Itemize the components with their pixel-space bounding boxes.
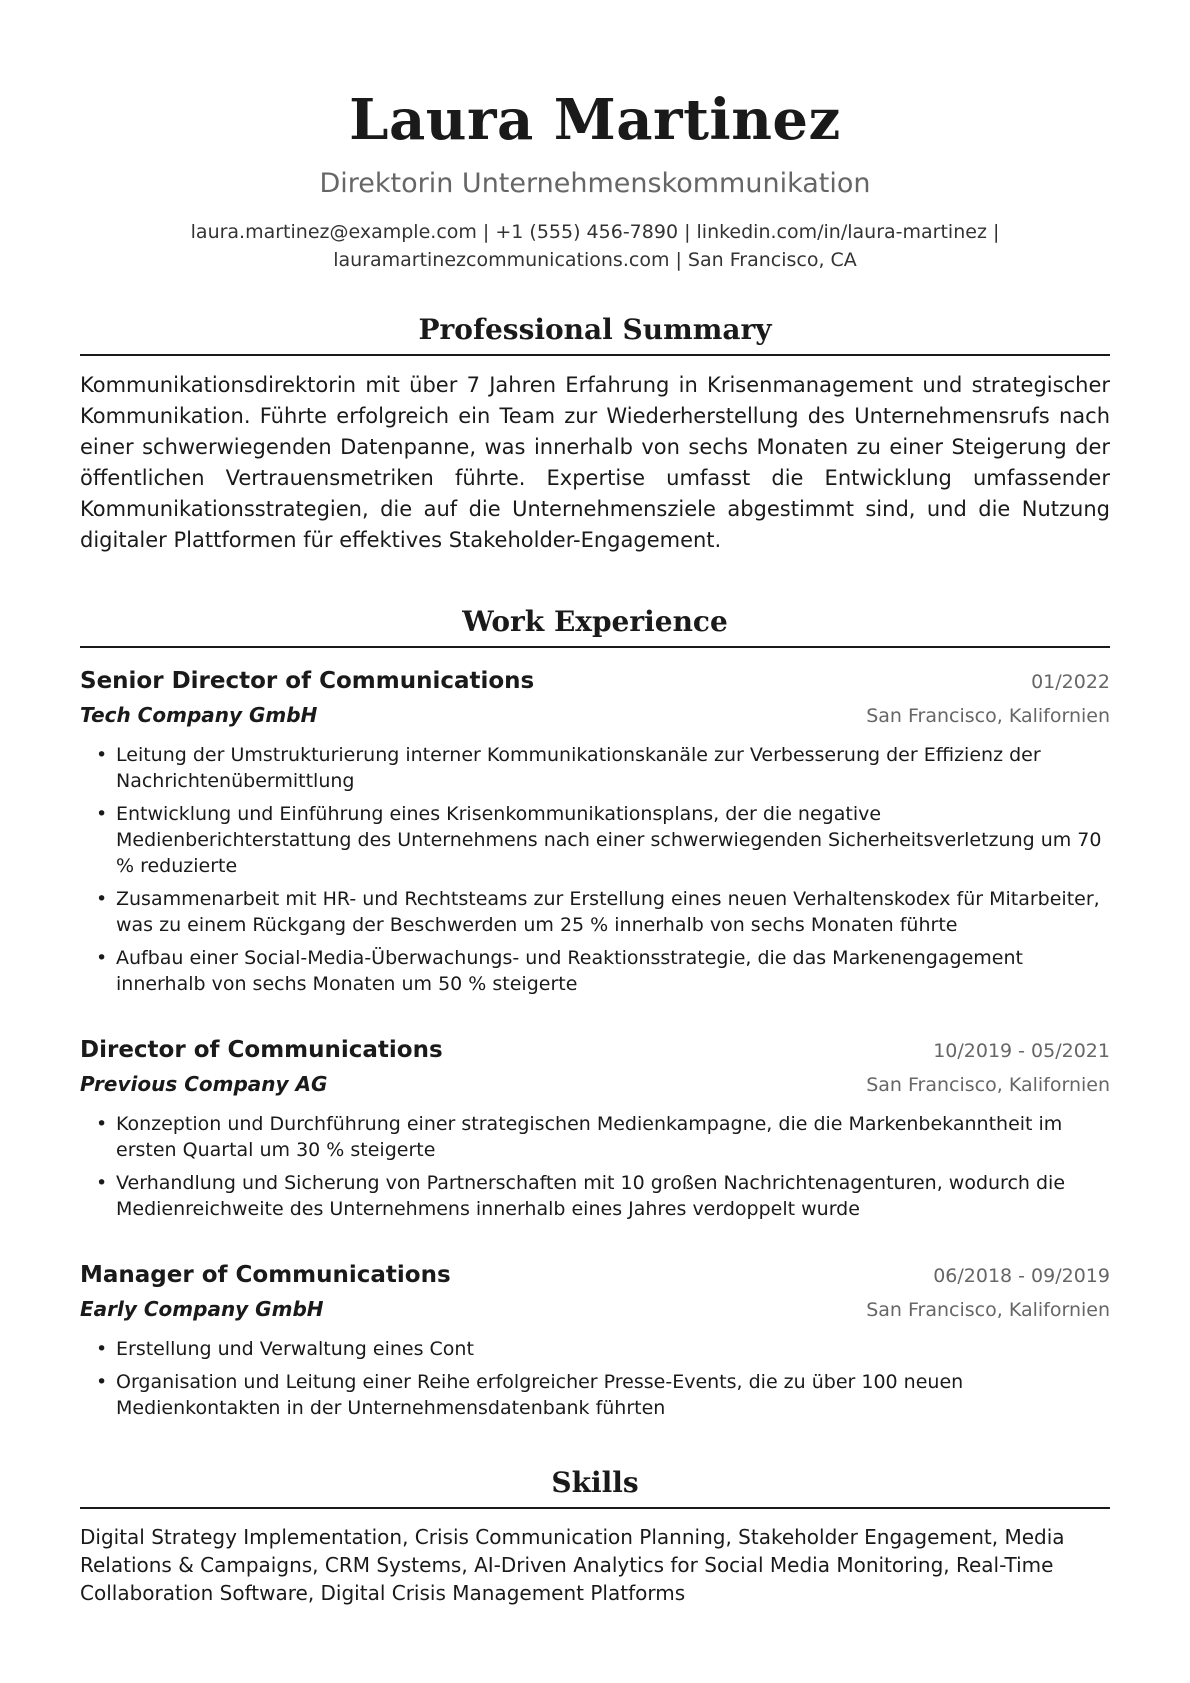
section-title: Skills (80, 1465, 1110, 1509)
job-header-row (80, 1033, 1110, 1067)
job-company: Previous Company AG (80, 1072, 328, 1096)
job-dates: 01/2022 (1031, 671, 1110, 693)
job-title: Director of Communications (80, 1037, 443, 1063)
list-item: • Organisation und Leitung einer Reihe erfolgreicher Presse-Events, die zu über 100 neuen Medienkontakten in der Unternehmensdatenbank führten (116, 1369, 1110, 1421)
candidate-role: Direktorin Unternehmenskommunikation (319, 168, 871, 199)
job-bullets (80, 742, 1110, 997)
list-item: • Aufbau einer Social-Media-Überwachungs- und Reaktionsstrategie, die das Markenengagement innerhalb von sechs Monaten um 50 % steigerte (116, 945, 1110, 997)
job-bullets (80, 1111, 1110, 1222)
job-location: San Francisco, Kalifornien (866, 705, 1110, 727)
section-title: Work Experience (80, 604, 1110, 648)
job-title: Senior Director of Communications (80, 668, 535, 694)
job-company-row (80, 698, 1110, 732)
list-item: • Zusammenarbeit mit HR- und Rechtsteams zur Erstellung eines neuen Verhaltenskodex für Mitarbeiter, was zu einem Rückgang der Beschwerden um 25 % innerhalb von sechs Monaten führte (116, 886, 1110, 938)
list-item: • Leitung der Umstrukturierung interner Kommunikationskanäle zur Verbesserung der Effizienz der Nachrichtenübermittlung (116, 742, 1110, 794)
candidate-name: Laura Martinez (349, 87, 841, 153)
section-title: Professional Summary (80, 312, 1110, 356)
job-title: Manager of Communications (80, 1262, 451, 1288)
contact-line: lauramartinezcommunications.com | San Francisco, CA (333, 249, 857, 271)
list-item: • Verhandlung und Sicherung von Partnerschaften mit 10 großen Nachrichtenagenturen, wodurch die Medienreichweite des Unternehmens innerhalb eines Jahres verdoppelt wurde (116, 1170, 1110, 1222)
summary-text: Kommunikationsdirektorin mit über 7 Jahren Erfahrung in Krisenmanagement und strategischer Kommunikation. Führte erfolgreich ein Team zur Wiederherstellung des Unternehmensrufs nach einer schwerwiegenden Datenpanne, was innerhalb von sechs Monaten zu einer Steigerung der öffentlichen Vertrauensmetriken führte. Expertise umfasst die Entwicklung umfassender Kommunikationsstrategien, die auf die Unternehmensziele abgestimmt sind, und die Nutzung digitaler Plattformen für effektives Stakeholder-Engagement. (80, 373, 1110, 552)
job-dates: 06/2018 - 09/2019 (933, 1265, 1110, 1287)
job-entry (80, 1033, 1110, 1222)
job-company: Tech Company GmbH (80, 703, 318, 727)
contact-line: laura.martinez@example.com | +1 (555) 456-7890 | linkedin.com/in/laura-martinez | (190, 221, 1000, 243)
job-entry (80, 664, 1110, 997)
job-header-row (80, 664, 1110, 698)
list-item: • Erstellung und Verwaltung eines Cont (116, 1336, 1110, 1362)
list-item: • Entwicklung und Einführung eines Krisenkommunikationsplans, der die negative Medienberichterstattung des Unternehmens nach einer schwerwiegenden Sicherheitsverletzung um 70 % reduzierte (116, 801, 1110, 879)
resume-header (80, 0, 1110, 274)
summary-section (80, 312, 1110, 556)
contact-info (80, 218, 1110, 274)
list-item: • Konzeption und Durchführung einer strategischen Medienkampagne, die die Markenbekanntheit im ersten Quartal um 30 % steigerte (116, 1111, 1110, 1163)
work-experience-section (80, 604, 1110, 1421)
skills-text: Digital Strategy Implementation, Crisis Communication Planning, Stakeholder Engagement, Media Relations & Campaigns, CRM Systems, AI-Driven Analytics for Social Media Monitoring, Real-Time Collaboration Software, Digital Crisis Management Platforms (80, 1525, 1065, 1605)
job-company: Early Company GmbH (80, 1297, 324, 1321)
job-company-row (80, 1067, 1110, 1101)
job-company-row (80, 1292, 1110, 1326)
job-header-row (80, 1258, 1110, 1292)
job-location: San Francisco, Kalifornien (866, 1074, 1110, 1096)
job-dates: 10/2019 - 05/2021 (933, 1040, 1110, 1062)
job-entry (80, 1258, 1110, 1421)
skills-section (80, 1465, 1110, 1607)
job-bullets (80, 1336, 1110, 1421)
job-location: San Francisco, Kalifornien (866, 1299, 1110, 1321)
